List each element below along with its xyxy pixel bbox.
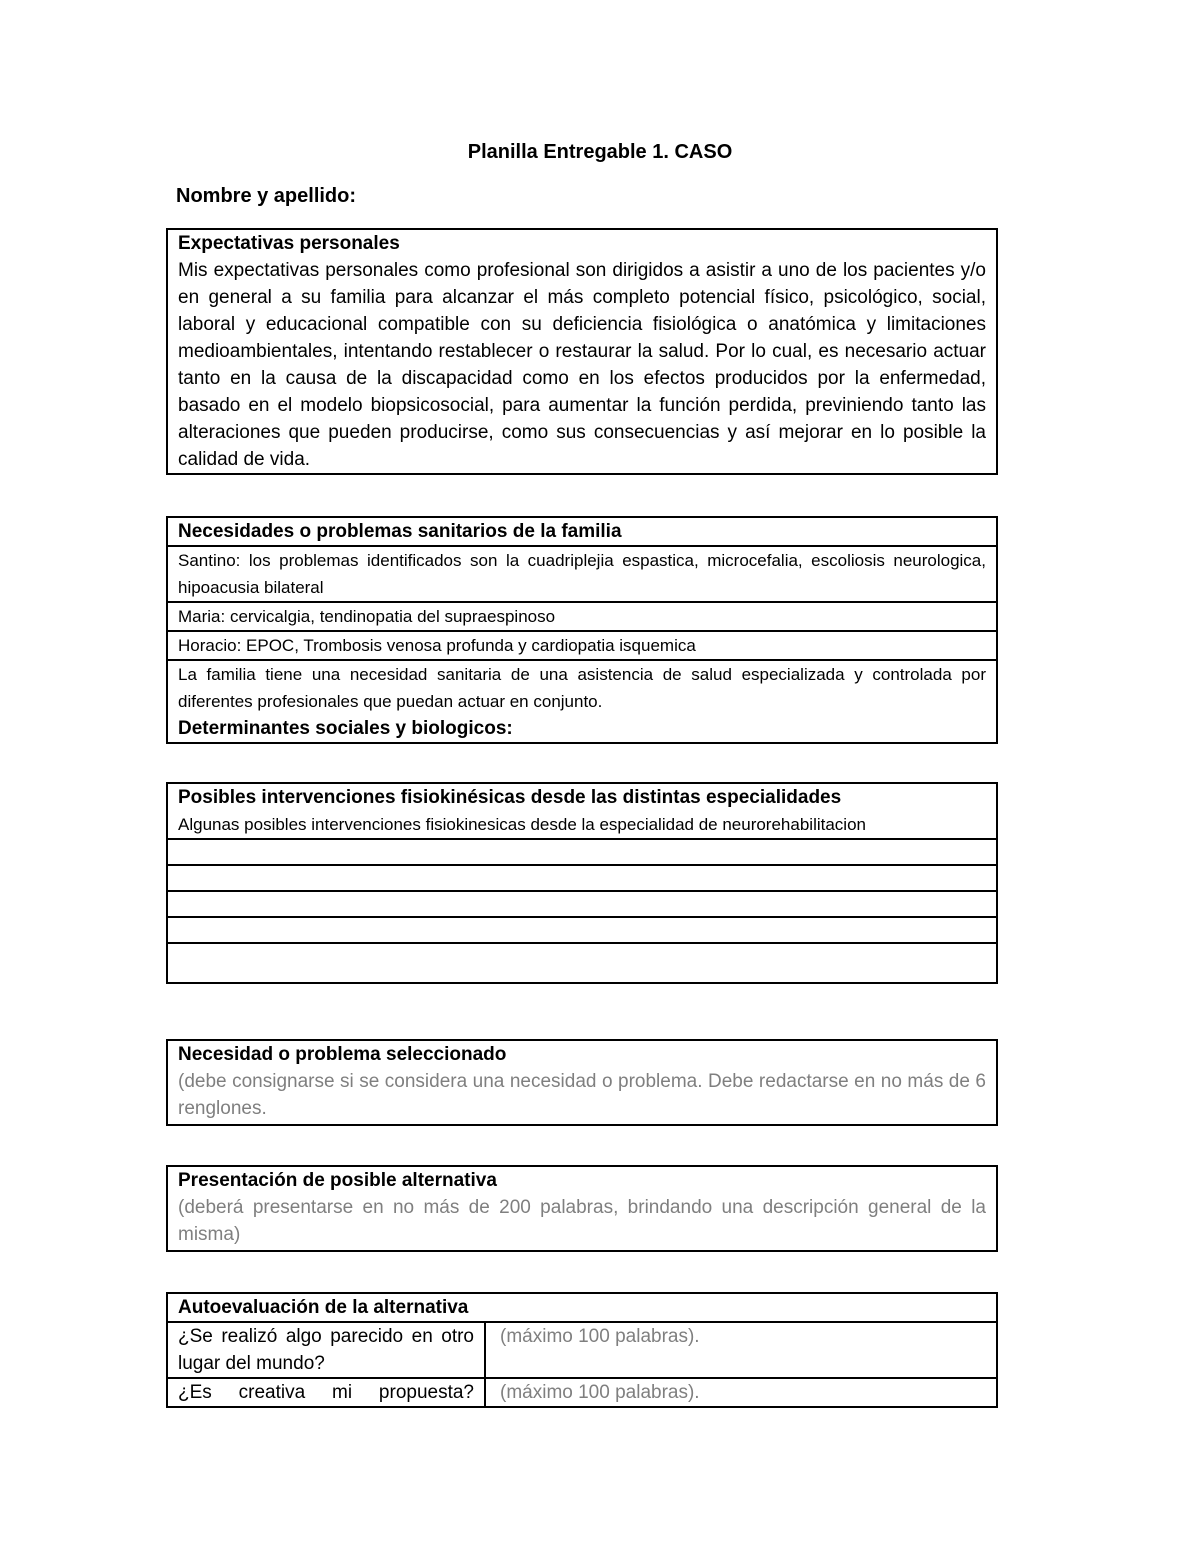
intervenciones-blank-row[interactable] [168, 918, 996, 944]
intervenciones-blank-row[interactable] [168, 892, 996, 918]
intervenciones-header-row [168, 784, 996, 840]
intervenciones-blank-row[interactable] [168, 866, 996, 892]
autoevaluacion-header-row [168, 1294, 996, 1323]
expectativas-heading: Expectativas personales [178, 233, 400, 254]
intervenciones-line1[interactable]: Algunas posibles intervenciones fisiokinesicas desde la especialidad de neurorehabilitacion [178, 815, 866, 834]
page-title: Planilla Entregable 1. CASO [467, 141, 733, 163]
determinantes-heading: Determinantes sociales y biologicos: [178, 718, 513, 739]
autoevaluacion-q1-row [168, 1323, 996, 1379]
seleccionado-section [166, 1039, 998, 1126]
question-2: ¿Es creativa mi propuesta? [168, 1379, 486, 1406]
alternativa-row[interactable] [168, 1167, 996, 1250]
seleccionado-hint: (debe consignarse si se considera una necesidad o problema. Debe redactarse en no más de 6 renglones. [178, 1071, 986, 1119]
answer-2[interactable]: (máximo 100 palabras). [500, 1382, 700, 1403]
horacio-text: Horacio: EPOC, Trombosis venosa profunda y cardiopatia isquemica [178, 636, 696, 655]
name-label: Nombre y apellido: [176, 185, 357, 207]
necesidades-header-row [168, 518, 996, 547]
alternativa-hint: (deberá presentarse en no más de 200 palabras, brindando una descripción general de la misma) [178, 1197, 986, 1245]
necesidades-section [166, 516, 998, 744]
autoevaluacion-heading: Autoevaluación de la alternativa [178, 1297, 469, 1318]
alternativa-heading: Presentación de posible alternativa [178, 1170, 497, 1191]
necesidades-maria-row[interactable] [168, 603, 996, 632]
familia-text: La familia tiene una necesidad sanitaria de una asistencia de salud especializada y controlada por diferentes profesionales que puedan actuar en conjunto. [178, 665, 986, 711]
intervenciones-blank-row[interactable] [168, 840, 996, 866]
seleccionado-heading: Necesidad o problema seleccionado [178, 1044, 507, 1065]
maria-text: Maria: cervicalgia, tendinopatia del supraespinoso [178, 607, 556, 626]
intervenciones-blank-row[interactable] [168, 944, 996, 982]
intervenciones-heading: Posibles intervenciones fisiokinésicas desde las distintas especialidades [178, 787, 842, 808]
intervenciones-section [166, 782, 998, 984]
alternativa-section [166, 1165, 998, 1252]
necesidades-santino-row[interactable] [168, 547, 996, 603]
expectativas-row [168, 230, 996, 473]
santino-text: Santino: los problemas identificados son la cuadriplejia espastica, microcefalia, escoliosis neurologica, hipoacusia bilateral [178, 551, 986, 597]
question-1: ¿Se realizó algo parecido en otro lugar del mundo? [168, 1323, 486, 1377]
autoevaluacion-section [166, 1292, 998, 1408]
expectativas-body[interactable]: Mis expectativas personales como profesional son dirigidos a asistir a uno de los pacientes y/o en general a su familia para alcanzar el más completo potencial físico, psicológico, social, laboral y educacional compatible con su deficiencia fisiológica o anatómica y limitaciones medioambientales, intentando restablecer o restaurar la salud. Por lo cual, es necesario actuar tanto en la causa de la discapacidad como en los efectos producidos por la enfermedad, basado en el modelo biopsicosocial, para aumentar la función perdida, previniendo tanto las alteraciones que pueden producirse, como sus consecuencias y así mejorar en lo posible la calidad de vida. [178, 260, 986, 470]
answer-1[interactable]: (máximo 100 palabras). [500, 1326, 700, 1347]
seleccionado-row[interactable] [168, 1041, 996, 1124]
necesidades-familia-row[interactable] [168, 661, 996, 742]
necesidades-heading: Necesidades o problemas sanitarios de la familia [178, 521, 622, 542]
autoevaluacion-q2-row [168, 1379, 996, 1406]
expectativas-section [166, 228, 998, 475]
necesidades-horacio-row[interactable] [168, 632, 996, 661]
